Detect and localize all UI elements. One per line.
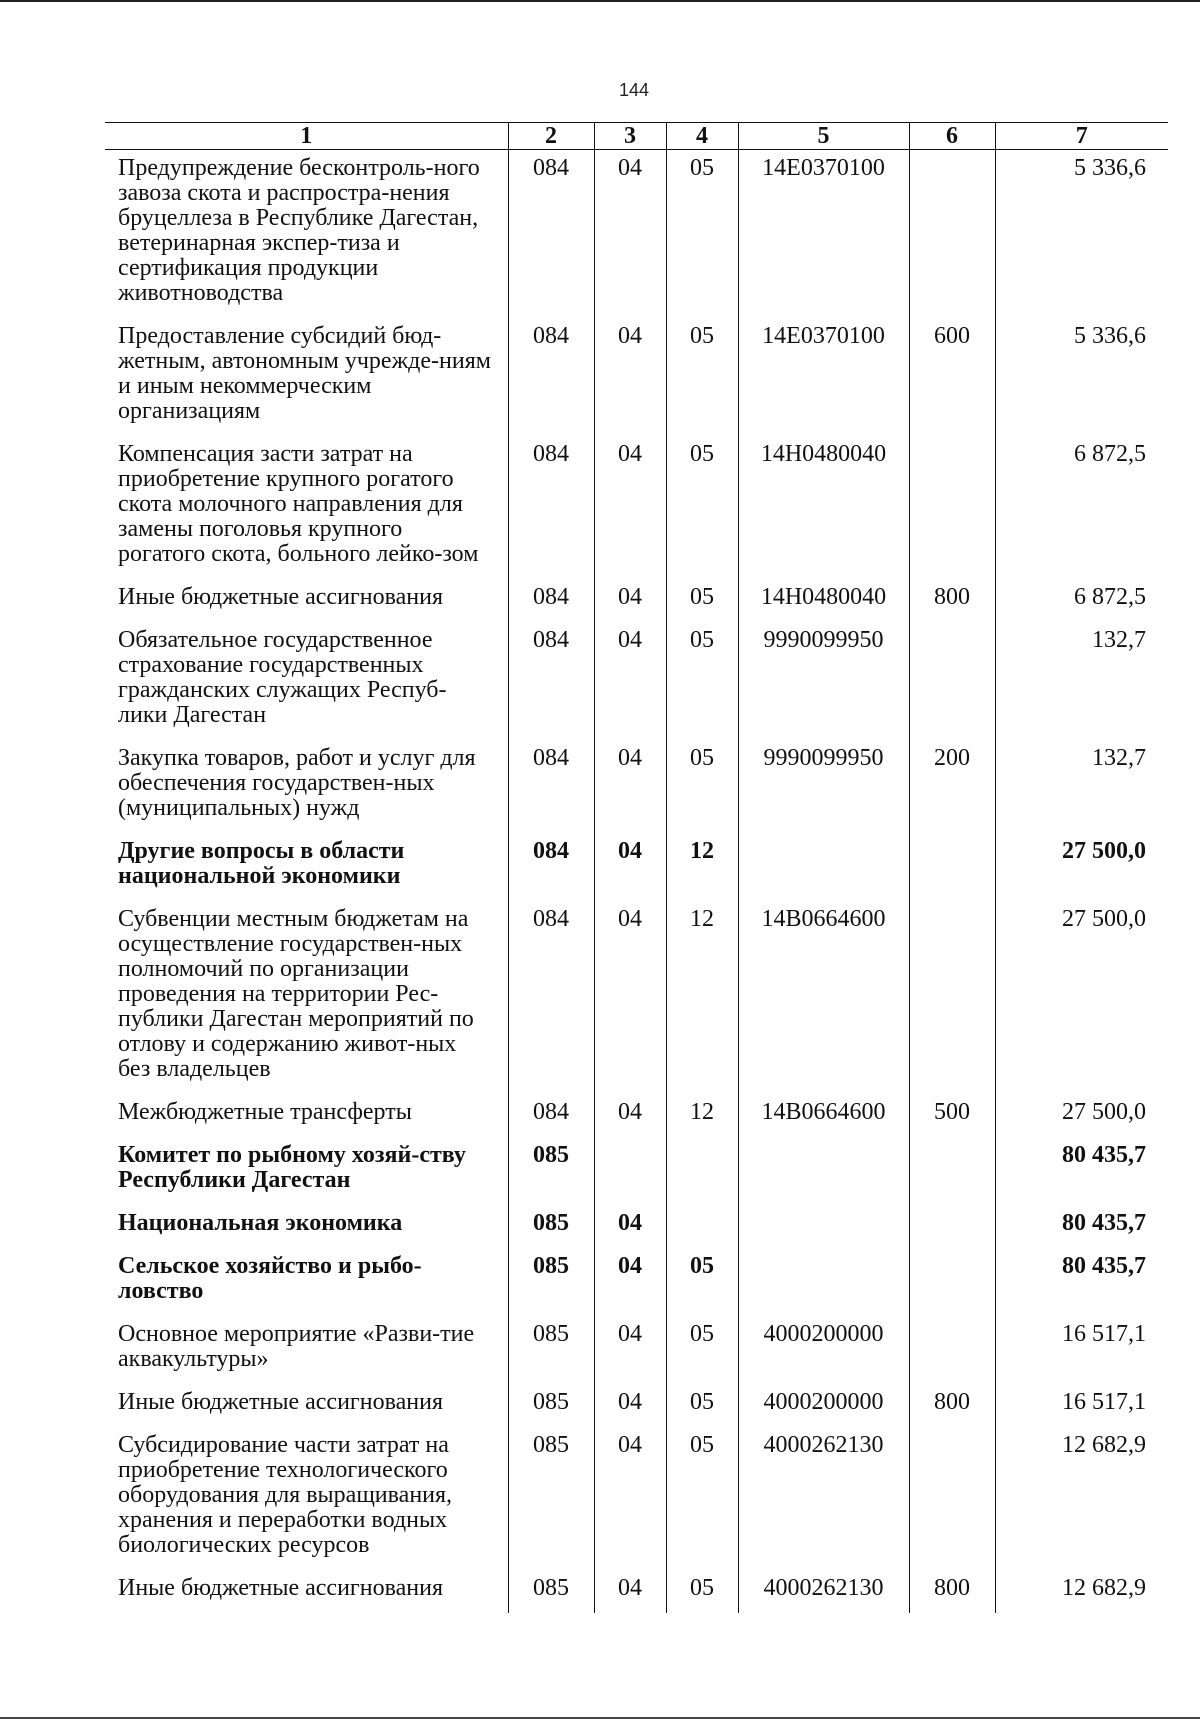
table-header-row — [105, 123, 1168, 150]
row-amount: 27 500,0 — [995, 1094, 1168, 1137]
row-section-code: 04 — [594, 1094, 666, 1137]
table-row — [105, 1205, 1168, 1248]
row-amount: 80 435,7 — [995, 1137, 1168, 1205]
budget-table — [105, 122, 1168, 1613]
row-expense-type — [909, 1316, 995, 1384]
table-row — [105, 1570, 1168, 1613]
table-row — [105, 622, 1168, 740]
row-ministry-code: 084 — [508, 622, 594, 740]
row-amount: 80 435,7 — [995, 1248, 1168, 1316]
row-subsection-code: 12 — [666, 1094, 738, 1137]
row-expense-type: 800 — [909, 579, 995, 622]
row-amount: 6 872,5 — [995, 579, 1168, 622]
row-section-code: 04 — [594, 1248, 666, 1316]
row-expense-type: 200 — [909, 740, 995, 833]
row-ministry-code: 084 — [508, 150, 594, 319]
row-section-code: 04 — [594, 1205, 666, 1248]
row-target-article: 4000262130 — [738, 1427, 909, 1570]
row-amount: 6 872,5 — [995, 436, 1168, 579]
row-subsection-code: 05 — [666, 622, 738, 740]
row-ministry-code: 084 — [508, 318, 594, 436]
row-subsection-code: 05 — [666, 436, 738, 579]
row-ministry-code: 084 — [508, 1094, 594, 1137]
row-name: Компенсация засти затрат на приобретение крупного рогатого скота молочного направления для замены поголовья крупного рогатого скота, больного лейко-зом — [118, 441, 479, 567]
row-target-article — [738, 1205, 909, 1248]
row-amount: 132,7 — [995, 740, 1168, 833]
row-ministry-code: 084 — [508, 833, 594, 901]
row-ministry-code: 084 — [508, 901, 594, 1094]
row-section-code: 04 — [594, 833, 666, 901]
table-row — [105, 740, 1168, 833]
table-row — [105, 579, 1168, 622]
row-expense-type: 500 — [909, 1094, 995, 1137]
row-name: Сельское хозяйство и рыбо-ловство — [118, 1253, 422, 1304]
row-target-article — [738, 1137, 909, 1205]
row-ministry-code: 085 — [508, 1384, 594, 1427]
row-name: Иные бюджетные ассигнования — [118, 584, 443, 610]
row-expense-type — [909, 1248, 995, 1316]
table-row — [105, 833, 1168, 901]
column-header-6: 6 — [909, 123, 995, 150]
row-subsection-code: 05 — [666, 1427, 738, 1570]
row-ministry-code: 084 — [508, 740, 594, 833]
row-section-code: 04 — [594, 622, 666, 740]
row-name: Основное мероприятие «Разви-тие аквакультуры» — [118, 1321, 475, 1372]
row-amount: 27 500,0 — [995, 901, 1168, 1094]
row-subsection-code: 05 — [666, 318, 738, 436]
table-row — [105, 901, 1168, 1094]
table-row — [105, 318, 1168, 436]
table-row — [105, 1137, 1168, 1205]
row-name: Закупка товаров, работ и услуг для обеспечения государствен-ных (муниципальных) нужд — [118, 745, 476, 821]
row-subsection-code: 05 — [666, 1384, 738, 1427]
page-top-edge — [0, 0, 1200, 2]
row-expense-type — [909, 1137, 995, 1205]
row-subsection-code: 05 — [666, 1570, 738, 1613]
row-name: Субсидирование части затрат на приобретение технологического оборудования для выращивания, хранения и переработки водных биологических ресурсов — [118, 1432, 453, 1558]
row-subsection-code: 05 — [666, 1248, 738, 1316]
row-name: Субвенции местным бюджетам на осуществление государствен-ных полномочий по организации проведения на территории Рес-публики Дагестан мероприятий по отлову и содержанию живот-ных без владельцев — [118, 906, 474, 1082]
row-section-code: 04 — [594, 436, 666, 579]
row-subsection-code: 05 — [666, 1316, 738, 1384]
row-ministry-code: 084 — [508, 436, 594, 579]
row-target-article — [738, 1248, 909, 1316]
row-expense-type — [909, 901, 995, 1094]
row-amount: 27 500,0 — [995, 833, 1168, 901]
row-subsection-code — [666, 1205, 738, 1248]
row-section-code: 04 — [594, 579, 666, 622]
row-name: Межбюджетные трансферты — [118, 1099, 412, 1125]
table-row — [105, 1427, 1168, 1570]
row-expense-type: 800 — [909, 1570, 995, 1613]
row-amount: 5 336,6 — [995, 150, 1168, 319]
row-expense-type: 800 — [909, 1384, 995, 1427]
table-row — [105, 150, 1168, 319]
column-header-5: 5 — [738, 123, 909, 150]
table-row — [105, 1094, 1168, 1137]
row-section-code: 04 — [594, 150, 666, 319]
row-target-article: 14Е0370100 — [738, 150, 909, 319]
column-header-4: 4 — [666, 123, 738, 150]
row-ministry-code: 085 — [508, 1316, 594, 1384]
row-amount: 5 336,6 — [995, 318, 1168, 436]
page-number: 144 — [618, 80, 650, 100]
row-section-code: 04 — [594, 901, 666, 1094]
row-ministry-code: 085 — [508, 1248, 594, 1316]
table-row — [105, 1316, 1168, 1384]
row-target-article: 14В0664600 — [738, 1094, 909, 1137]
column-header-2: 2 — [508, 123, 594, 150]
row-ministry-code: 084 — [508, 579, 594, 622]
column-header-7: 7 — [995, 123, 1168, 150]
table-row — [105, 1248, 1168, 1316]
row-section-code: 04 — [594, 1570, 666, 1613]
row-target-article: 14Н0480040 — [738, 436, 909, 579]
row-subsection-code: 05 — [666, 150, 738, 319]
row-target-article — [738, 833, 909, 901]
row-ministry-code: 085 — [508, 1570, 594, 1613]
column-header-1: 1 — [105, 123, 508, 150]
table-row — [105, 1384, 1168, 1427]
row-amount: 12 682,9 — [995, 1427, 1168, 1570]
row-amount: 80 435,7 — [995, 1205, 1168, 1248]
row-expense-type: 600 — [909, 318, 995, 436]
row-section-code: 04 — [594, 1316, 666, 1384]
row-ministry-code: 085 — [508, 1137, 594, 1205]
row-ministry-code: 085 — [508, 1427, 594, 1570]
row-amount: 12 682,9 — [995, 1570, 1168, 1613]
row-amount: 132,7 — [995, 622, 1168, 740]
row-name: Иные бюджетные ассигнования — [118, 1575, 443, 1601]
row-name: Другие вопросы в области национальной экономики — [118, 838, 405, 889]
row-subsection-code: 12 — [666, 901, 738, 1094]
row-expense-type — [909, 150, 995, 319]
row-target-article: 4000200000 — [738, 1384, 909, 1427]
row-subsection-code: 05 — [666, 579, 738, 622]
table-body — [105, 150, 1168, 1614]
row-expense-type — [909, 833, 995, 901]
row-target-article: 9990099950 — [738, 740, 909, 833]
row-section-code: 04 — [594, 1427, 666, 1570]
row-target-article: 9990099950 — [738, 622, 909, 740]
row-ministry-code: 085 — [508, 1205, 594, 1248]
row-section-code: 04 — [594, 318, 666, 436]
row-section-code: 04 — [594, 1384, 666, 1427]
row-expense-type — [909, 1427, 995, 1570]
row-name: Обязательное государственное страхование государственных гражданских служащих Респуб-лики Дагестан — [118, 627, 447, 728]
row-amount: 16 517,1 — [995, 1384, 1168, 1427]
row-target-article: 4000262130 — [738, 1570, 909, 1613]
row-expense-type — [909, 1205, 995, 1248]
row-expense-type — [909, 436, 995, 579]
row-amount: 16 517,1 — [995, 1316, 1168, 1384]
table-row — [105, 436, 1168, 579]
row-target-article: 14В0664600 — [738, 901, 909, 1094]
row-section-code: 04 — [594, 740, 666, 833]
row-name: Предоставление субсидий бюд-жетным, автономным учрежде-ниям и иным некоммерческим организациям — [118, 323, 491, 424]
row-target-article: 4000200000 — [738, 1316, 909, 1384]
row-subsection-code: 05 — [666, 740, 738, 833]
column-header-3: 3 — [594, 123, 666, 150]
row-name: Национальная экономика — [118, 1210, 403, 1236]
row-section-code — [594, 1137, 666, 1205]
row-subsection-code — [666, 1137, 738, 1205]
page-bottom-edge — [0, 1717, 1200, 1719]
row-subsection-code: 12 — [666, 833, 738, 901]
row-name: Комитет по рыбному хозяй-ству Республики Дагестан — [118, 1142, 466, 1193]
row-expense-type — [909, 622, 995, 740]
row-target-article: 14Н0480040 — [738, 579, 909, 622]
row-target-article: 14Е0370100 — [738, 318, 909, 436]
row-name: Иные бюджетные ассигнования — [118, 1389, 443, 1415]
row-name: Предупреждение бесконтроль-ного завоза скота и распростра-нения бруцеллеза в Республике Дагестан, ветеринарная экспер-тиза и сертификация продукции животноводства — [118, 155, 480, 306]
document-sheet — [105, 122, 1168, 1602]
